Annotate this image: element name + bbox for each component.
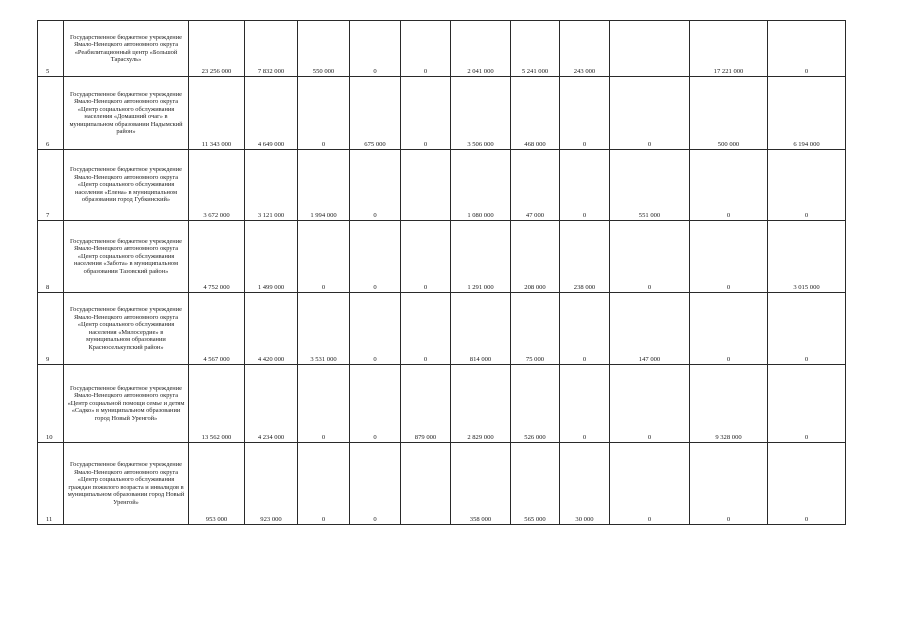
value-cell: 550 000 — [298, 21, 350, 77]
table-row — [38, 150, 846, 221]
value-cell: 0 — [298, 365, 350, 443]
value-cell: 0 — [610, 365, 690, 443]
value-cell: 0 — [560, 77, 610, 150]
value-cell: 47 000 — [511, 150, 560, 221]
table-row — [38, 443, 846, 525]
value-cell: 0 — [401, 21, 451, 77]
table-row — [38, 293, 846, 365]
value-cell: 238 000 — [560, 221, 610, 293]
value-cell: 0 — [690, 150, 768, 221]
value-cell: 879 000 — [401, 365, 451, 443]
value-cell — [610, 21, 690, 77]
value-cell: 0 — [350, 21, 401, 77]
value-cell: 0 — [690, 221, 768, 293]
value-cell: 3 506 000 — [451, 77, 511, 150]
value-cell: 551 000 — [610, 150, 690, 221]
value-cell: 4 420 000 — [245, 293, 298, 365]
row-number: 5 — [38, 21, 64, 77]
value-cell: 13 562 000 — [189, 365, 245, 443]
row-number: 10 — [38, 365, 64, 443]
row-number: 8 — [38, 221, 64, 293]
value-cell: 147 000 — [610, 293, 690, 365]
value-cell: 0 — [298, 77, 350, 150]
institution-name: Государственное бюджетное учреждение Ямало-Ненецкого автономного округа «Центр социального обслуживания населения «Забота» в муниципальном образовании Тазовский район» — [64, 221, 189, 293]
institution-name: Государственное бюджетное учреждение Ямало-Ненецкого автономного округа «Центр социального обслуживания населения «Домашний очаг» в муниципальном образовании Надымский район» — [64, 77, 189, 150]
institution-name: Государственное бюджетное учреждение Ямало-Ненецкого автономного округа «Центр социальной помощи семье и детям «Садко» в муниципальном образовании город Новый Уренгой» — [64, 365, 189, 443]
institution-name: Государственное бюджетное учреждение Ямало-Ненецкого автономного округа «Центр социального обслуживания населения «Елена» в муниципальном образовании город Губкинский» — [64, 150, 189, 221]
value-cell: 243 000 — [560, 21, 610, 77]
value-cell: 30 000 — [560, 443, 610, 525]
value-cell: 4 752 000 — [189, 221, 245, 293]
table-row — [38, 365, 846, 443]
row-number: 9 — [38, 293, 64, 365]
value-cell: 0 — [298, 443, 350, 525]
value-cell: 0 — [350, 150, 401, 221]
value-cell: 6 194 000 — [768, 77, 846, 150]
value-cell: 0 — [560, 293, 610, 365]
value-cell: 9 328 000 — [690, 365, 768, 443]
value-cell: 0 — [401, 77, 451, 150]
value-cell: 0 — [298, 221, 350, 293]
value-cell: 500 000 — [690, 77, 768, 150]
value-cell: 0 — [401, 293, 451, 365]
value-cell: 2 041 000 — [451, 21, 511, 77]
value-cell: 358 000 — [451, 443, 511, 525]
value-cell: 4 649 000 — [245, 77, 298, 150]
table-row — [38, 221, 846, 293]
value-cell: 0 — [610, 77, 690, 150]
value-cell: 11 343 000 — [189, 77, 245, 150]
budget-table — [37, 20, 846, 525]
value-cell: 1 080 000 — [451, 150, 511, 221]
value-cell — [401, 150, 451, 221]
institution-name: Государственное бюджетное учреждение Ямало-Ненецкого автономного округа «Реабилитационный центр «Большой Тарасхуль» — [64, 21, 189, 77]
value-cell: 0 — [350, 293, 401, 365]
value-cell: 1 499 000 — [245, 221, 298, 293]
value-cell: 526 000 — [511, 365, 560, 443]
value-cell: 3 121 000 — [245, 150, 298, 221]
value-cell: 17 221 000 — [690, 21, 768, 77]
value-cell: 23 256 000 — [189, 21, 245, 77]
value-cell: 2 829 000 — [451, 365, 511, 443]
value-cell: 0 — [401, 221, 451, 293]
value-cell: 4 567 000 — [189, 293, 245, 365]
value-cell: 3 015 000 — [768, 221, 846, 293]
value-cell: 75 000 — [511, 293, 560, 365]
value-cell: 3 672 000 — [189, 150, 245, 221]
value-cell: 565 000 — [511, 443, 560, 525]
value-cell: 0 — [768, 443, 846, 525]
row-number: 6 — [38, 77, 64, 150]
value-cell: 5 241 000 — [511, 21, 560, 77]
value-cell: 0 — [560, 150, 610, 221]
value-cell: 0 — [768, 150, 846, 221]
value-cell: 7 832 000 — [245, 21, 298, 77]
value-cell: 4 234 000 — [245, 365, 298, 443]
row-number: 11 — [38, 443, 64, 525]
value-cell: 0 — [768, 293, 846, 365]
table-row — [38, 77, 846, 150]
value-cell: 0 — [560, 365, 610, 443]
value-cell: 675 000 — [350, 77, 401, 150]
row-number: 7 — [38, 150, 64, 221]
institution-name: Государственное бюджетное учреждение Ямало-Ненецкого автономного округа «Центр социального обслуживания граждан пожилого возраста и инвалидов в муниципальном образовании город Новый Уренгой» — [64, 443, 189, 525]
value-cell: 953 000 — [189, 443, 245, 525]
table-row — [38, 21, 846, 77]
value-cell: 3 531 000 — [298, 293, 350, 365]
value-cell: 0 — [610, 221, 690, 293]
value-cell: 0 — [690, 443, 768, 525]
value-cell: 0 — [350, 221, 401, 293]
value-cell: 0 — [350, 365, 401, 443]
value-cell: 208 000 — [511, 221, 560, 293]
value-cell: 0 — [768, 21, 846, 77]
value-cell: 1 994 000 — [298, 150, 350, 221]
value-cell: 0 — [690, 293, 768, 365]
value-cell: 0 — [350, 443, 401, 525]
value-cell: 468 000 — [511, 77, 560, 150]
value-cell: 1 291 000 — [451, 221, 511, 293]
value-cell: 814 000 — [451, 293, 511, 365]
value-cell: 0 — [610, 443, 690, 525]
value-cell — [401, 443, 451, 525]
institution-name: Государственное бюджетное учреждение Ямало-Ненецкого автономного округа «Центр социального обслуживания населения «Милосердие» в муниципальном образовании Красноселькупский район» — [64, 293, 189, 365]
value-cell: 923 000 — [245, 443, 298, 525]
value-cell: 0 — [768, 365, 846, 443]
